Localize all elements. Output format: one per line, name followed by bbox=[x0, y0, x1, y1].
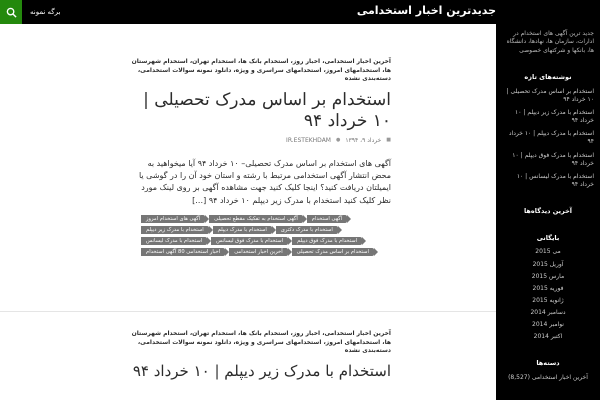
main-content bbox=[0, 24, 496, 400]
archive-link[interactable]: دسامبر 2014 bbox=[530, 308, 566, 316]
recent-post-link[interactable]: استخدام با مدرک لیسانس | ۱۰ خرداد ۹۴ bbox=[516, 172, 594, 188]
categories-heading: دسته‌ها bbox=[536, 359, 560, 368]
post-title[interactable]: استخدام بر اساس مدرک تحصیلی | ۱۰ خرداد ۹۴ bbox=[143, 90, 391, 132]
site-description: جدید ترین آگهی های استخدام در ادارات، سازمان ها، نهادها، دانشگاه ها، بانکها و شرکتهای خصوصی bbox=[506, 30, 594, 54]
tag-link[interactable]: استخدام با مدرک فوق لیسانس bbox=[211, 237, 288, 245]
archive-link[interactable]: ژانویه 2015 bbox=[532, 296, 564, 304]
archive-link[interactable]: اکتبر 2014 bbox=[533, 333, 563, 341]
header-actions bbox=[0, 0, 68, 24]
archive-link[interactable]: مارس 2015 bbox=[531, 272, 565, 280]
tag-link[interactable]: استخدام بر اساس مدرک تحصیلی bbox=[292, 248, 374, 256]
tag-link[interactable]: آخرین اخبار استخدامی bbox=[229, 248, 287, 256]
site-title[interactable]: جدیدترین اخبار استخدامی bbox=[356, 4, 496, 17]
post-title[interactable]: استخدام با مدرک زیر دیپلم | ۱۰ خرداد ۹۴ bbox=[132, 362, 391, 381]
post bbox=[131, 58, 391, 256]
tag-link[interactable]: استخدام با مدرک دیپلم bbox=[213, 226, 272, 234]
nav-sample-page[interactable]: برگه نمونه bbox=[30, 8, 61, 16]
archives-list bbox=[502, 248, 594, 341]
recent-posts-heading: نوشته‌های تازه bbox=[524, 73, 572, 82]
calendar-icon: ■ bbox=[386, 137, 391, 144]
post-divider bbox=[0, 311, 496, 312]
post-categories[interactable]: آخرین اخبار استخدامی، اخبار روز، استخدام بانک ها، استخدام تهران، استخدام شهرستان ها، استخدامهای امروز، استخدامهای سراسری و ویژه، دانلود نمونه سوالات استخدامی، دسته‌بندی نشده bbox=[131, 330, 391, 355]
tag-link[interactable]: اخبار استخدامی 80 آگهی استخدام bbox=[141, 248, 225, 256]
archive-link[interactable]: نوامبر 2014 bbox=[532, 320, 564, 328]
user-icon: ● bbox=[335, 137, 341, 144]
post-tags bbox=[141, 215, 391, 256]
tag-link[interactable]: استخدام با مدرک لیسانس bbox=[141, 237, 207, 245]
post-excerpt: آگهی های استخدام بر اساس مدرک تحصیلی– ۱۰ خرداد ۹۴ آیا میخواهید به محض انتشار آگهی استخدامی مرتبط با رشته و استان خود آن را در گوشی یا ایمیلتان دریافت کنید؟ اینجا کلیک کنید جهت مشاهده آگهی بر روی لینک مورد نظر کلیک کنید استخدام با مدرک زیر دیپلم ۱۰ خرداد ۹۴ […] bbox=[138, 158, 391, 205]
sidebar bbox=[496, 24, 600, 400]
post-meta bbox=[131, 137, 391, 144]
category-link[interactable]: آخرین اخبار استخدامی (8,527) bbox=[508, 373, 588, 381]
tag-link[interactable]: آگهی استخدام bbox=[307, 215, 347, 223]
search-button[interactable] bbox=[0, 0, 22, 24]
tag-link[interactable]: آگهی استخدام به تفکیک مقطع تحصیلی bbox=[209, 215, 303, 223]
recent-posts-list bbox=[502, 88, 594, 189]
recent-post-link[interactable]: استخدام با مدرک زیر دیپلم | ۱۰ خرداد ۹۴ bbox=[515, 109, 594, 125]
archive-link[interactable]: فوریه 2015 bbox=[532, 284, 564, 292]
archive-link[interactable]: آوریل 2015 bbox=[532, 260, 564, 268]
tag-link[interactable]: آگهی های استخدام امروز bbox=[141, 215, 205, 223]
tag-link[interactable]: استخدام با مدرک فوق دیپلم bbox=[292, 237, 362, 245]
tag-link[interactable]: استخدام با مدرک زیر دیپلم bbox=[141, 226, 209, 234]
recent-post-link[interactable]: استخدام با مدرک دیپلم | ۱۰ خرداد ۹۴ bbox=[508, 130, 594, 146]
tag-link[interactable]: استخدام با مدرک دکتری bbox=[276, 226, 338, 234]
archive-link[interactable]: می 2015 bbox=[535, 248, 561, 256]
post-author[interactable]: IR.ESTEKHDAM bbox=[286, 136, 331, 144]
post-date[interactable]: خرداد ۹، ۱۳۹۴ bbox=[345, 136, 382, 144]
archives-heading: بایگانی bbox=[536, 233, 560, 242]
post-categories[interactable]: آخرین اخبار استخدامی، اخبار روز، استخدام بانک ها، استخدام تهران، استخدام شهرستان ها، استخدامهای امروز، استخدامهای سراسری و ویژه، دانلود نمونه سوالات استخدامی، دسته‌بندی نشده bbox=[131, 58, 391, 83]
post bbox=[131, 330, 391, 381]
recent-comments-heading: آخرین دیدگاه‌ها bbox=[523, 206, 573, 215]
recent-post-link[interactable]: استخدام بر اساس مدرک تحصیلی | ۱۰ خرداد ۹۴ bbox=[506, 87, 594, 104]
site-header bbox=[0, 0, 600, 24]
search-icon bbox=[6, 7, 17, 18]
recent-post-link[interactable]: استخدام با مدرک فوق دیپلم | ۱۰ خرداد ۹۴ bbox=[512, 151, 594, 167]
